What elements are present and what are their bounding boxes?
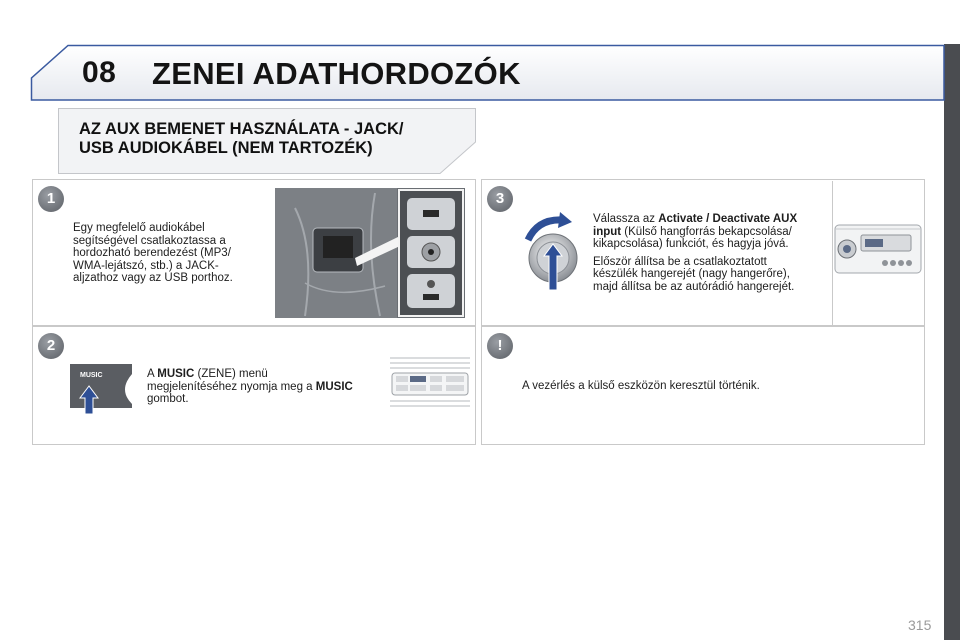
step3-para2-line: majd állítsa be az autórádió hangerejét.	[593, 280, 795, 293]
text-run: A	[147, 368, 158, 380]
step2-text-line3: gombot.	[147, 393, 189, 405]
section-title-line2: USB AUDIOKÁBEL (NEM TARTOZÉK)	[79, 139, 373, 157]
page-number: 315	[908, 617, 932, 633]
step2-text-line1	[147, 368, 353, 381]
step1-text-line: Egy megfelelő audiokábel	[73, 222, 205, 234]
side-bar	[944, 44, 960, 640]
aux-socket-photo	[275, 188, 465, 318]
chapter-number: 08	[82, 56, 117, 89]
text-bold: input	[593, 225, 622, 238]
step2-badge: 2	[38, 333, 64, 359]
text-bold: Activate / Deactivate AUX	[658, 213, 798, 225]
step1-text-line: hordozható berendezést (MP3/	[73, 247, 231, 259]
step1-text-line: segítségével csatlakoztassa a	[73, 234, 226, 247]
step3-para2-line: készülék hangerejét (nagy hangerőre),	[593, 268, 790, 280]
note-text: A vezérlés a külső eszközön keresztül történik.	[522, 380, 760, 392]
step1-text	[73, 222, 233, 285]
text-run: Válassza az	[593, 213, 659, 225]
step2-text	[147, 368, 353, 406]
music-button-shape	[68, 358, 134, 414]
step3-para2-line: Először állítsa be a csatlakoztatott	[593, 255, 767, 268]
step3-text	[593, 213, 797, 293]
music-button-label: MUSIC	[80, 372, 103, 379]
text-run: (Külső hangforrás bekapcsolása/	[621, 225, 792, 238]
note-badge: !	[487, 333, 513, 359]
step2-text-line2	[147, 381, 353, 394]
step3-text-line3: kikapcsolása) funkciót, és hagyja jóvá.	[593, 238, 789, 250]
text-bold: MUSIC	[157, 368, 195, 380]
step1-badge: 1	[38, 186, 64, 212]
chapter-header	[30, 44, 946, 102]
text-run: (ZENE) menü	[194, 368, 268, 380]
step1-text-line: WMA-lejátszó, stb.) a JACK-	[73, 259, 219, 272]
music-button-illustration	[68, 358, 134, 414]
section-title	[79, 120, 404, 158]
section-header	[58, 108, 476, 174]
step1-text-line: aljzathoz vagy az USB porthoz.	[73, 272, 233, 284]
text-bold: MUSIC	[315, 380, 353, 393]
radio-panel-illustration	[390, 355, 470, 411]
text-run: megjelenítéséhez nyomja meg a	[147, 380, 316, 393]
step3-badge: 3	[487, 186, 513, 212]
rotary-knob-illustration	[520, 210, 590, 292]
radio-unit-area	[832, 181, 924, 325]
step3-text-line1	[593, 213, 797, 226]
chapter-title: ZENEI ADATHORDOZÓK	[152, 56, 521, 91]
step3-text-line2	[593, 226, 797, 239]
section-title-line1: AZ AUX BEMENET HASZNÁLATA - JACK/	[79, 120, 404, 138]
radio-unit-illustration	[833, 181, 925, 325]
